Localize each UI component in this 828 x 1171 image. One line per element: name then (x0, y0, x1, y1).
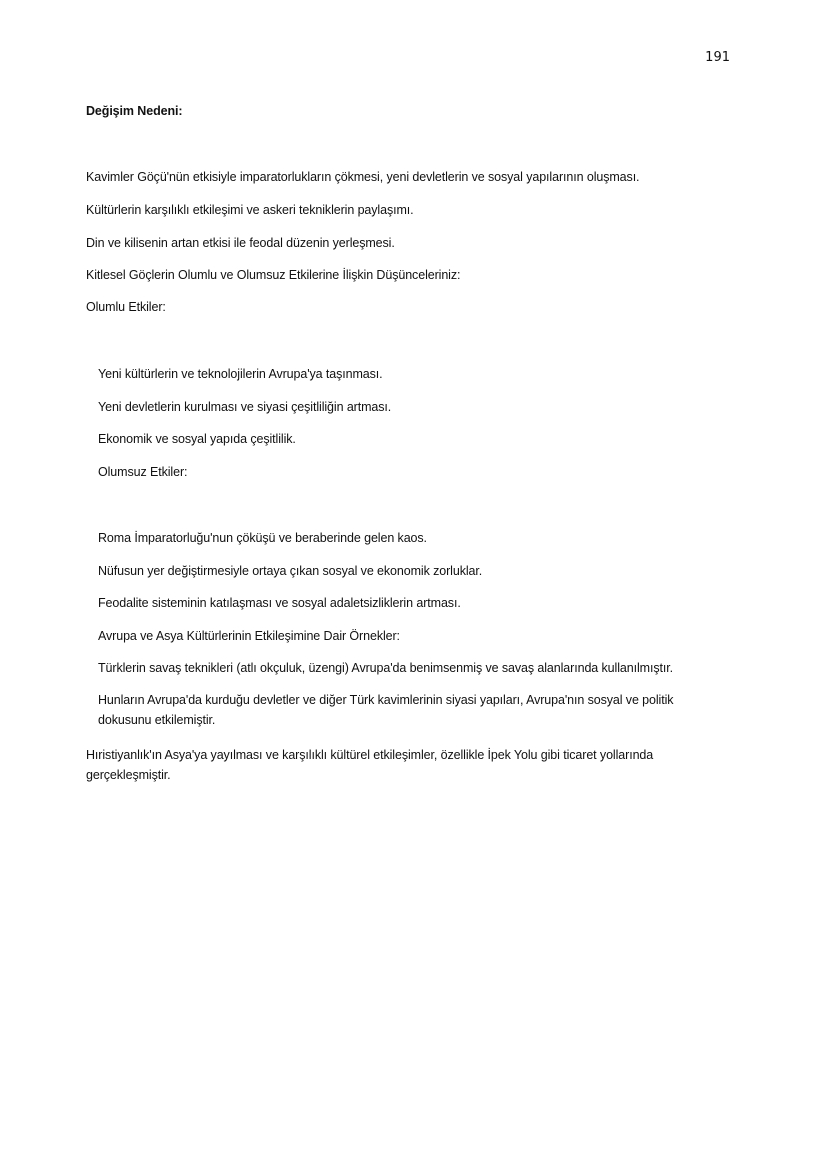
change-reason-heading: Değişim Nedeni: (86, 104, 183, 118)
thoughts-heading: Kitlesel Göçlerin Olumlu ve Olumsuz Etkilerine İlişkin Düşünceleriniz: (86, 268, 461, 282)
example-item-1: Türklerin savaş teknikleri (atlı okçuluk, üzengi) Avrupa'da benimsenmiş ve savaş alanlarında kullanılmıştır. (98, 661, 673, 675)
change-reason-item-1: Kavimler Göçü'nün etkisiyle imparatorlukların çökmesi, yeni devletlerin ve sosyal yapılarının oluşması. (86, 170, 640, 184)
change-reason-item-3: Din ve kilisenin artan etkisi ile feodal düzenin yerleşmesi. (86, 236, 395, 250)
negative-item-2: Nüfusun yer değiştirmesiyle ortaya çıkan sosyal ve ekonomik zorluklar. (98, 564, 483, 578)
page-number: 191 (705, 50, 730, 65)
example-item-3: Hıristiyanlık'ın Asya'ya yayılması ve karşılıklı kültürel etkileşimler, özellikle İpek Yolu gibi ticaret yollarında gerçekleşmiştir. (86, 748, 654, 782)
negative-item-3: Feodalite sisteminin katılaşması ve sosyal adaletsizliklerin artması. (98, 596, 461, 610)
positive-heading: Olumlu Etkiler: (86, 300, 166, 314)
examples-heading: Avrupa ve Asya Kültürlerinin Etkileşimine Dair Örnekler: (98, 629, 400, 643)
positive-item-1: Yeni kültürlerin ve teknolojilerin Avrupa'ya taşınması. (98, 367, 383, 381)
change-reason-item-2: Kültürlerin karşılıklı etkileşimi ve askeri tekniklerin paylaşımı. (86, 203, 414, 217)
example-item-2: Hunların Avrupa'da kurduğu devletler ve diğer Türk kavimlerinin siyasi yapıları, Avrupa'nın sosyal ve politik dokusunu etkilemiştir. (98, 693, 674, 727)
negative-heading: Olumsuz Etkiler: (98, 465, 188, 479)
positive-item-2: Yeni devletlerin kurulması ve siyasi çeşitliliğin artması. (98, 400, 392, 414)
negative-item-1: Roma İmparatorluğu'nun çöküşü ve beraberinde gelen kaos. (98, 531, 427, 545)
positive-item-3: Ekonomik ve sosyal yapıda çeşitlilik. (98, 432, 296, 446)
